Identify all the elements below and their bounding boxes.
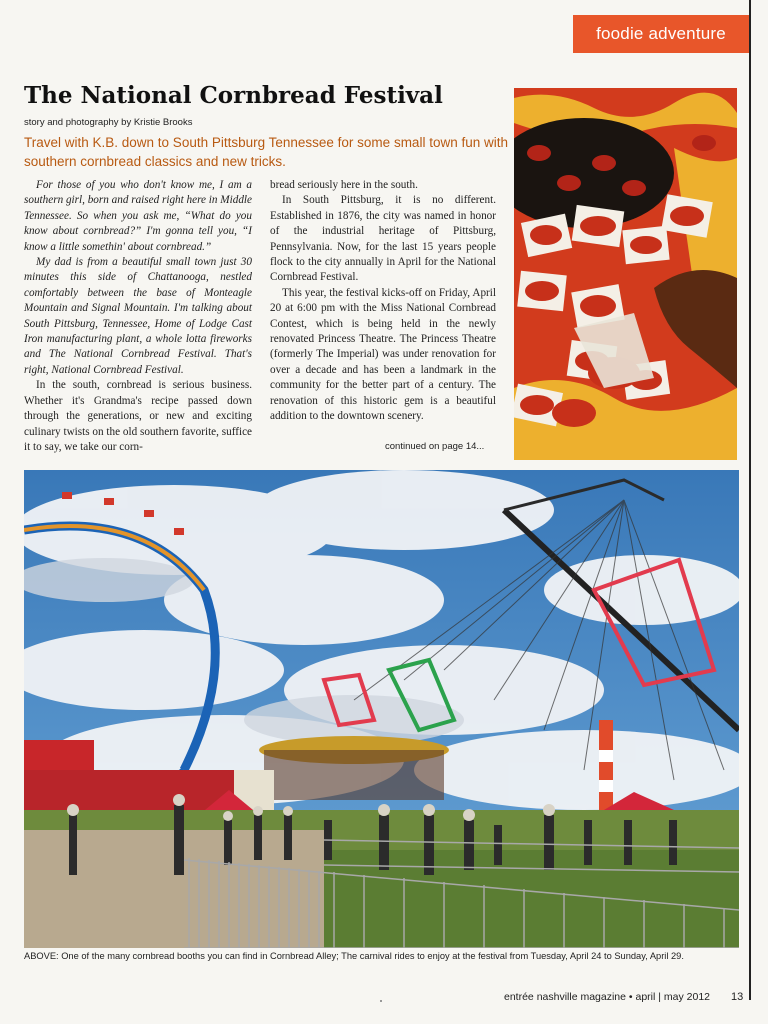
paragraph: In South Pittsburg, it is no different. Established in 1876, the city was named in honor of the industrial heritage of Pittsburg, Pennsylvania. Now, for the last 15 years people flock to the city annually in April for the National Cornbread Festival.: [270, 194, 496, 284]
photo-caption: ABOVE: One of the many cornbread booths you can find in Cornbread Alley; The carnival rides to enjoy at the festival from Tuesday, April 24 to Sunday, April 29.: [24, 951, 684, 961]
article-deck: Travel with K.B. down to South Pittsburg Tennessee for some small town fun with southern cornbread classics and new tricks.: [24, 135, 508, 169]
paragraph: My dad is from a beautiful small town just 30 minutes this side of Chattanooga, nestled comfortably between the base of Monteagle Mountain and Signal Mountain. I'm talking about South Pittsburg, Tennessee, Home of Lodge Cast Iron manufacturing plant, a whole lotta fireworks and The National Cornbread Festival. That's right, National Cornbread Festival.: [24, 256, 252, 376]
continued-note: continued on page 14...: [385, 441, 485, 452]
paragraph: In the south, cornbread is serious business. Whether it's Grandma's recipe passed down through the generations, or new and exciting culinary twists on the old southern favorite, suffice it to say, we take our corn-: [24, 379, 252, 453]
section-tag: foodie adventure: [573, 15, 749, 53]
page-footer: [504, 991, 743, 1003]
article-title: The National Cornbread Festival: [24, 82, 443, 109]
carnival-illustration: [24, 470, 739, 948]
paragraph: bread seriously here in the south.: [270, 179, 418, 191]
print-mark: [380, 1000, 382, 1002]
cornbread-booth-photo: [514, 88, 737, 460]
carnival-rides-photo: [24, 470, 739, 948]
page-number: 13: [730, 991, 744, 1003]
page-edge-rule: [749, 0, 751, 1000]
paragraph: For those of you who don't know me, I am a southern girl, born and raised right here in Middle Tennessee. So when you ask me, “What do you know about cornbread?” I'm gonna tell you, “I know a little somethin' about cornbread.”: [24, 179, 252, 253]
body-column-1: [24, 178, 252, 455]
body-column-2: [270, 178, 496, 425]
byline: story and photography by Kristie Brooks: [24, 117, 193, 128]
paragraph: This year, the festival kicks-off on Friday, April 20 at 6:00 pm with the Miss National Cornbread Contest, which is being held in the newly renovated Princess Theatre. The Princess Theatre (formerly The Imperial) was under renovation for over a decade and has been a landmark in the community for the better part of a century. The renovation of this historic gem is a beautiful addition to the downtown scenery.: [270, 286, 496, 423]
cornbread-booth-illustration: [514, 88, 737, 460]
magazine-info: entrée nashville magazine • april | may 2012: [504, 991, 711, 1003]
